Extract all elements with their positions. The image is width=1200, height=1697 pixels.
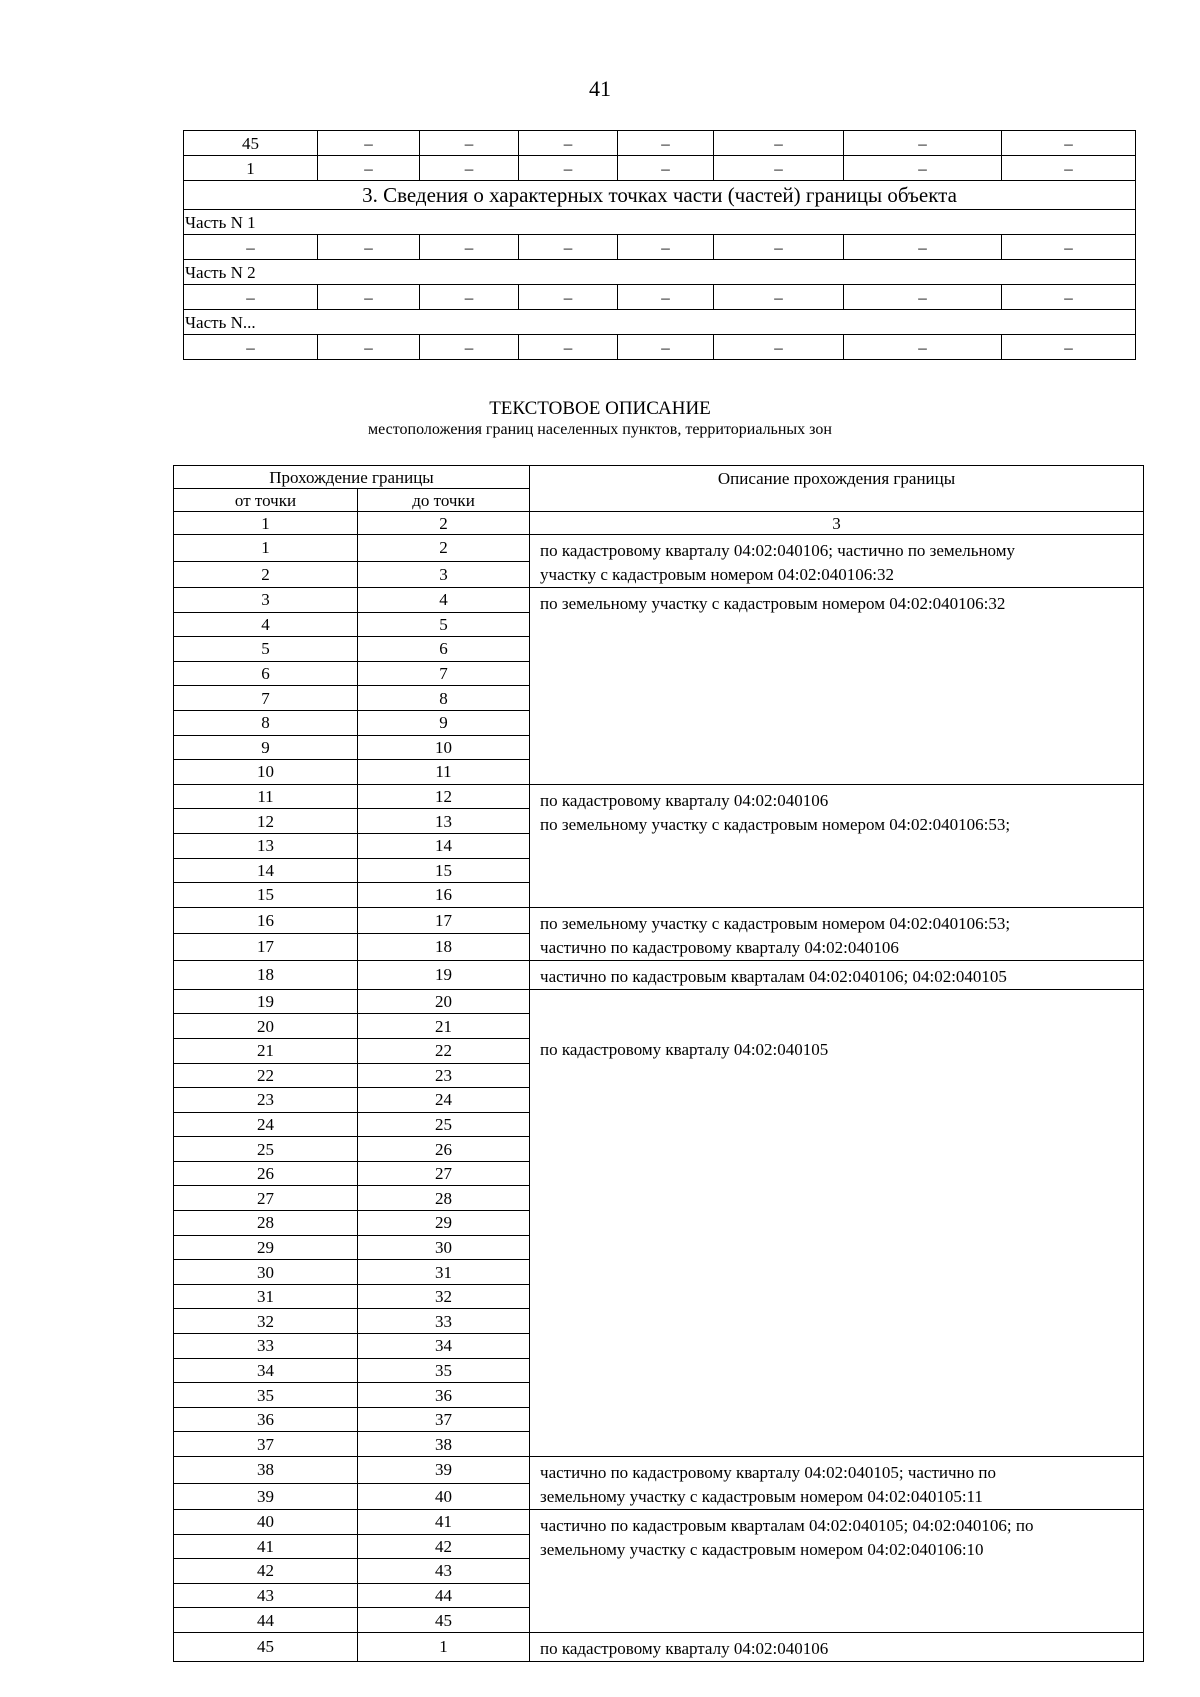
dash-cell: – bbox=[844, 156, 1002, 181]
dash-cell: – bbox=[1002, 156, 1136, 181]
to-point: 24 bbox=[358, 1088, 530, 1113]
to-point: 33 bbox=[358, 1309, 530, 1334]
dash-cell: – bbox=[420, 131, 519, 156]
from-point: 11 bbox=[174, 784, 358, 809]
characteristic-points-table bbox=[183, 130, 1136, 360]
boundary-description bbox=[530, 588, 1144, 785]
description-line: по кадастровому кварталу 04:02:040105 bbox=[540, 1039, 829, 1059]
dash-cell: – bbox=[714, 285, 844, 310]
from-point: 40 bbox=[174, 1510, 358, 1535]
from-point: 12 bbox=[174, 809, 358, 834]
from-point: 15 bbox=[174, 883, 358, 908]
from-point: 17 bbox=[174, 934, 358, 961]
description-line: по земельному участку с кадастровым номером 04:02:040106:53; bbox=[540, 814, 1011, 834]
from-point: 27 bbox=[174, 1186, 358, 1211]
description-line: частично по кадастровым кварталам 04:02:040106; 04:02:040105 bbox=[540, 966, 1007, 986]
dash-cell: – bbox=[420, 285, 519, 310]
from-point: 14 bbox=[174, 858, 358, 883]
to-point: 8 bbox=[358, 686, 530, 711]
to-point: 15 bbox=[358, 858, 530, 883]
description-line bbox=[540, 994, 1143, 1016]
from-point: 22 bbox=[174, 1063, 358, 1088]
from-point: 23 bbox=[174, 1088, 358, 1113]
column-number: 3 bbox=[530, 512, 1144, 535]
from-point: 39 bbox=[174, 1483, 358, 1510]
dash-cell: – bbox=[519, 235, 618, 260]
to-point: 22 bbox=[358, 1038, 530, 1063]
dash-cell: – bbox=[519, 285, 618, 310]
table-row bbox=[174, 1510, 1144, 1535]
from-point: 38 bbox=[174, 1457, 358, 1484]
from-point: 28 bbox=[174, 1211, 358, 1236]
from-point: 6 bbox=[174, 661, 358, 686]
to-point: 4 bbox=[358, 588, 530, 613]
description-line: участку с кадастровым номером 04:02:040106:32 bbox=[540, 565, 894, 584]
header-description: Описание прохождения границы bbox=[530, 466, 1144, 512]
from-point: 16 bbox=[174, 907, 358, 934]
part-label: Часть N 1 bbox=[184, 210, 1136, 235]
header-row bbox=[174, 466, 1144, 489]
dash-cell: – bbox=[1002, 235, 1136, 260]
dash-cell: – bbox=[844, 285, 1002, 310]
description-line: по кадастровому кварталу 04:02:040106 bbox=[540, 1638, 829, 1658]
to-point: 36 bbox=[358, 1383, 530, 1408]
to-point: 31 bbox=[358, 1260, 530, 1285]
description-line: частично по кадастровым кварталам 04:02:040105; 04:02:040106; по bbox=[540, 1516, 1034, 1535]
dash-cell: – bbox=[1002, 335, 1136, 360]
table-row bbox=[174, 907, 1144, 934]
table-row bbox=[184, 285, 1136, 310]
to-point: 44 bbox=[358, 1583, 530, 1608]
dash-cell: – bbox=[420, 335, 519, 360]
to-point: 45 bbox=[358, 1608, 530, 1633]
from-point: 31 bbox=[174, 1284, 358, 1309]
from-point: 45 bbox=[174, 1632, 358, 1661]
dash-cell: – bbox=[184, 235, 318, 260]
dash-cell: – bbox=[318, 156, 420, 181]
dash-cell: – bbox=[714, 131, 844, 156]
description-line: по земельному участку с кадастровым номером 04:02:040106:32 bbox=[540, 594, 1006, 613]
to-point: 42 bbox=[358, 1534, 530, 1559]
dash-cell: – bbox=[420, 235, 519, 260]
dash-cell: – bbox=[519, 335, 618, 360]
table-row bbox=[184, 156, 1136, 181]
to-point: 40 bbox=[358, 1483, 530, 1510]
to-point: 14 bbox=[358, 833, 530, 858]
dash-cell: – bbox=[318, 285, 420, 310]
from-point: 19 bbox=[174, 989, 358, 1014]
dash-cell: – bbox=[618, 335, 714, 360]
from-point: 20 bbox=[174, 1014, 358, 1039]
table-row bbox=[174, 989, 1144, 1014]
part-row bbox=[184, 210, 1136, 235]
to-point: 5 bbox=[358, 612, 530, 637]
table-row bbox=[174, 960, 1144, 989]
to-point: 12 bbox=[358, 784, 530, 809]
to-point: 19 bbox=[358, 960, 530, 989]
dash-cell: – bbox=[318, 335, 420, 360]
from-point: 44 bbox=[174, 1608, 358, 1633]
header-from: от точки bbox=[174, 489, 358, 512]
description-line: земельному участку с кадастровым номером 04:02:040106:10 bbox=[540, 1540, 984, 1559]
part-label: Часть N... bbox=[184, 310, 1136, 335]
to-point: 20 bbox=[358, 989, 530, 1014]
table-row bbox=[174, 1632, 1144, 1661]
dash-cell: – bbox=[714, 156, 844, 181]
boundary-description bbox=[530, 784, 1144, 907]
from-point: 37 bbox=[174, 1432, 358, 1457]
dash-cell: – bbox=[1002, 131, 1136, 156]
description-line: по кадастровому кварталу 04:02:040106; частично по земельному bbox=[540, 541, 1015, 560]
section-subtitle: местоположения границ населенных пунктов, территориальных зон bbox=[368, 421, 832, 438]
dash-cell: – bbox=[618, 235, 714, 260]
from-point: 3 bbox=[174, 588, 358, 613]
dash-cell: – bbox=[714, 335, 844, 360]
from-point: 7 bbox=[174, 686, 358, 711]
from-point: 1 bbox=[174, 535, 358, 562]
part-label: Часть N 2 bbox=[184, 260, 1136, 285]
from-point: 5 bbox=[174, 637, 358, 662]
to-point: 25 bbox=[358, 1112, 530, 1137]
from-point: 33 bbox=[174, 1334, 358, 1359]
to-point: 34 bbox=[358, 1334, 530, 1359]
table-row bbox=[184, 335, 1136, 360]
to-point: 7 bbox=[358, 661, 530, 686]
to-point: 32 bbox=[358, 1284, 530, 1309]
dash-cell: – bbox=[844, 335, 1002, 360]
to-point: 35 bbox=[358, 1358, 530, 1383]
dash-cell: – bbox=[420, 156, 519, 181]
from-point: 18 bbox=[174, 960, 358, 989]
section-heading: 3. Сведения о характерных точках части (частей) границы объекта bbox=[184, 181, 1136, 210]
column-number: 2 bbox=[358, 512, 530, 535]
table-row bbox=[174, 588, 1144, 613]
to-point: 41 bbox=[358, 1510, 530, 1535]
from-point: 2 bbox=[174, 561, 358, 588]
to-point: 11 bbox=[358, 760, 530, 785]
part-row bbox=[184, 260, 1136, 285]
header-to: до точки bbox=[358, 489, 530, 512]
table-row bbox=[174, 535, 1144, 562]
boundary-description bbox=[530, 1510, 1144, 1633]
section-row bbox=[184, 181, 1136, 210]
to-point: 2 bbox=[358, 535, 530, 562]
to-point: 21 bbox=[358, 1014, 530, 1039]
to-point: 43 bbox=[358, 1559, 530, 1584]
from-point: 35 bbox=[174, 1383, 358, 1408]
to-point: 28 bbox=[358, 1186, 530, 1211]
dash-cell: – bbox=[318, 131, 420, 156]
from-point: 21 bbox=[174, 1038, 358, 1063]
to-point: 18 bbox=[358, 934, 530, 961]
from-point: 9 bbox=[174, 735, 358, 760]
dash-cell: – bbox=[844, 131, 1002, 156]
to-point: 38 bbox=[358, 1432, 530, 1457]
to-point: 17 bbox=[358, 907, 530, 934]
from-point: 26 bbox=[174, 1161, 358, 1186]
column-number-row bbox=[174, 512, 1144, 535]
from-point: 32 bbox=[174, 1309, 358, 1334]
description-line: частично по кадастровому кварталу 04:02:040105; частично по bbox=[540, 1463, 996, 1482]
dash-cell: – bbox=[318, 235, 420, 260]
from-point: 41 bbox=[174, 1534, 358, 1559]
table-row bbox=[184, 235, 1136, 260]
section-title: ТЕКСТОВОЕ ОПИСАНИЕ bbox=[489, 398, 711, 419]
to-point: 26 bbox=[358, 1137, 530, 1162]
boundary-description-table bbox=[173, 465, 1144, 1662]
from-point: 8 bbox=[174, 710, 358, 735]
point-number: 45 bbox=[184, 131, 318, 156]
column-number: 1 bbox=[174, 512, 358, 535]
description-line: земельному участку с кадастровым номером 04:02:040105:11 bbox=[540, 1487, 983, 1506]
description-line bbox=[540, 1016, 1143, 1038]
dash-cell: – bbox=[618, 156, 714, 181]
table-row bbox=[184, 131, 1136, 156]
from-point: 42 bbox=[174, 1559, 358, 1584]
to-point: 13 bbox=[358, 809, 530, 834]
dash-cell: – bbox=[618, 131, 714, 156]
from-point: 13 bbox=[174, 833, 358, 858]
from-point: 10 bbox=[174, 760, 358, 785]
description-line: по кадастровому кварталу 04:02:040106 bbox=[540, 790, 829, 810]
from-point: 34 bbox=[174, 1358, 358, 1383]
to-point: 9 bbox=[358, 710, 530, 735]
dash-cell: – bbox=[184, 285, 318, 310]
dash-cell: – bbox=[618, 285, 714, 310]
boundary-description bbox=[530, 960, 1144, 989]
to-point: 1 bbox=[358, 1632, 530, 1661]
boundary-description bbox=[530, 1457, 1144, 1510]
from-point: 25 bbox=[174, 1137, 358, 1162]
header-passage: Прохождение границы bbox=[174, 466, 530, 489]
dash-cell: – bbox=[519, 156, 618, 181]
to-point: 30 bbox=[358, 1235, 530, 1260]
from-point: 30 bbox=[174, 1260, 358, 1285]
table-row bbox=[174, 1457, 1144, 1484]
from-point: 36 bbox=[174, 1407, 358, 1432]
from-point: 4 bbox=[174, 612, 358, 637]
to-point: 3 bbox=[358, 561, 530, 588]
dash-cell: – bbox=[844, 235, 1002, 260]
page-number: 41 bbox=[589, 76, 611, 101]
to-point: 10 bbox=[358, 735, 530, 760]
from-point: 24 bbox=[174, 1112, 358, 1137]
table-row bbox=[174, 784, 1144, 809]
description-line: частично по кадастровому кварталу 04:02:040106 bbox=[540, 937, 899, 957]
description-line: по земельному участку с кадастровым номером 04:02:040106:53; bbox=[540, 913, 1011, 933]
to-point: 29 bbox=[358, 1211, 530, 1236]
to-point: 39 bbox=[358, 1457, 530, 1484]
dash-cell: – bbox=[519, 131, 618, 156]
to-point: 27 bbox=[358, 1161, 530, 1186]
to-point: 16 bbox=[358, 883, 530, 908]
boundary-description bbox=[530, 907, 1144, 960]
dash-cell: – bbox=[1002, 285, 1136, 310]
boundary-description bbox=[530, 535, 1144, 588]
dash-cell: – bbox=[714, 235, 844, 260]
boundary-description bbox=[530, 989, 1144, 1456]
to-point: 6 bbox=[358, 637, 530, 662]
point-number: 1 bbox=[184, 156, 318, 181]
part-row bbox=[184, 310, 1136, 335]
boundary-description bbox=[530, 1632, 1144, 1661]
to-point: 23 bbox=[358, 1063, 530, 1088]
from-point: 29 bbox=[174, 1235, 358, 1260]
dash-cell: – bbox=[184, 335, 318, 360]
from-point: 43 bbox=[174, 1583, 358, 1608]
to-point: 37 bbox=[358, 1407, 530, 1432]
